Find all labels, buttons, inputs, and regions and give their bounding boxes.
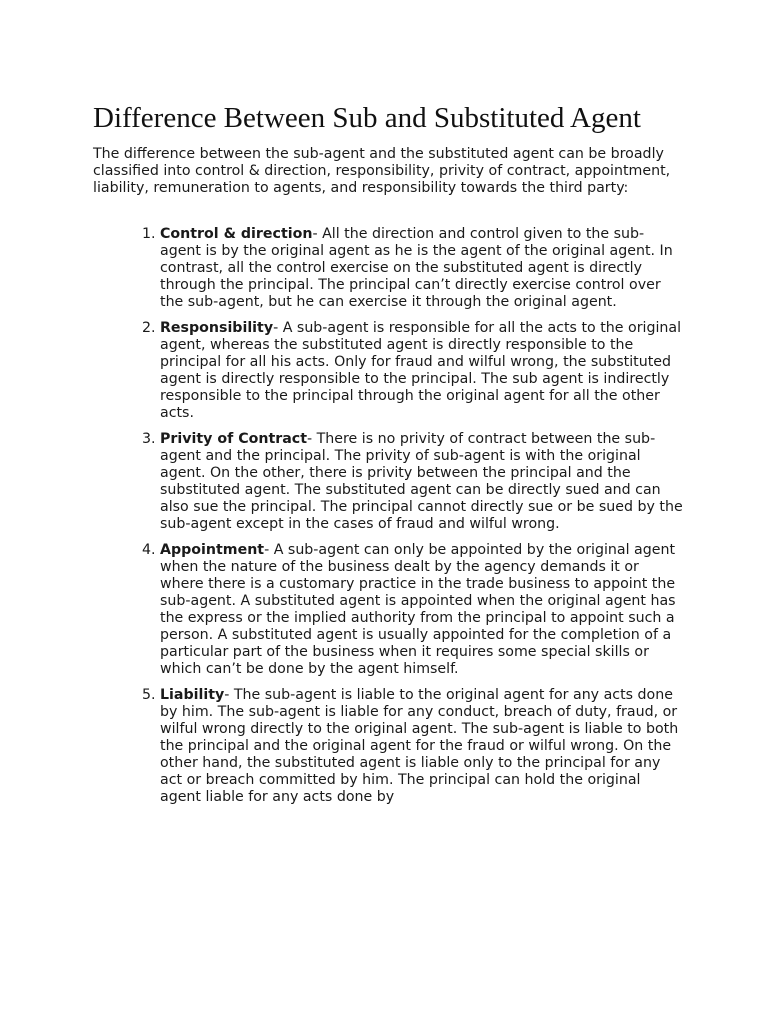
list-item-term: Privity of Contract — [160, 431, 308, 447]
list-item-text: - A sub-agent is responsible for all the acts to the original agent, whereas the substituted agent is directly responsible to the principal for all his acts. Only for fraud and wilful wrong, the substituted agent is directly responsible to the principal. The sub agent is indirectly responsible to the principal through the original agent for all the other acts. — [160, 320, 682, 421]
list-item-responsibility — [160, 320, 683, 422]
list-item-privity-of-contract — [160, 431, 683, 533]
list-item-text: - There is no privity of contract between the sub-agent and the principal. The privity of sub-agent is with the original agent. On the other, there is privity between the principal and the substituted agent. The substituted agent can be directly sued and can also sue the principal. The principal cannot directly sue or be sued by the sub-agent except in the cases of fraud and wilful wrong. — [160, 431, 683, 532]
list-item-text: - The sub-agent is liable to the original agent for any acts done by him. The sub-agent is liable for any conduct, breach of duty, fraud, or wilful wrong directly to the original agent. The sub-agent is liable to both the principal and the original agent for the fraud or wilful wrong. On the other hand, the substituted agent is liable only to the principal for any act or breach committed by him. The principal can hold the original agent liable for any acts done by — [160, 687, 679, 805]
list-item-term: Appointment — [160, 542, 265, 558]
intro-paragraph: The difference between the sub-agent and the substituted agent can be broadly classified into control & direction, responsibility, privity of contract, appointment, liability, remuneration to agents, and responsibility towards the third party: — [93, 146, 671, 196]
document-page — [93, 100, 683, 815]
page-title: Difference Between Sub and Substituted Agent — [93, 102, 641, 134]
list-item-control-direction — [160, 226, 683, 311]
list-item-term: Responsibility — [160, 320, 274, 336]
list-item-appointment — [160, 542, 683, 678]
list-item-text: - A sub-agent can only be appointed by the original agent when the nature of the business dealt by the agency demands it or where there is a customary practice in the trade business to appoint the sub-agent. A substituted agent is appointed when the original agent has the express or the implied authority from the principal to appoint such a person. A substituted agent is usually appointed for the completion of a particular part of the business when it requires some special skills or which can’t be done by the agent himself. — [160, 542, 676, 677]
list-item-liability — [160, 687, 683, 806]
list-item-text: - All the direction and control given to the sub-agent is by the original agent as he is the agent of the original agent. In contrast, all the control exercise on the substituted agent is directly through the principal. The principal can’t directly exercise control over the sub-agent, but he can exercise it through the original agent. — [160, 226, 673, 310]
difference-list — [93, 226, 683, 806]
list-item-term: Liability — [160, 687, 225, 703]
list-item-term: Control & direction — [160, 226, 313, 242]
